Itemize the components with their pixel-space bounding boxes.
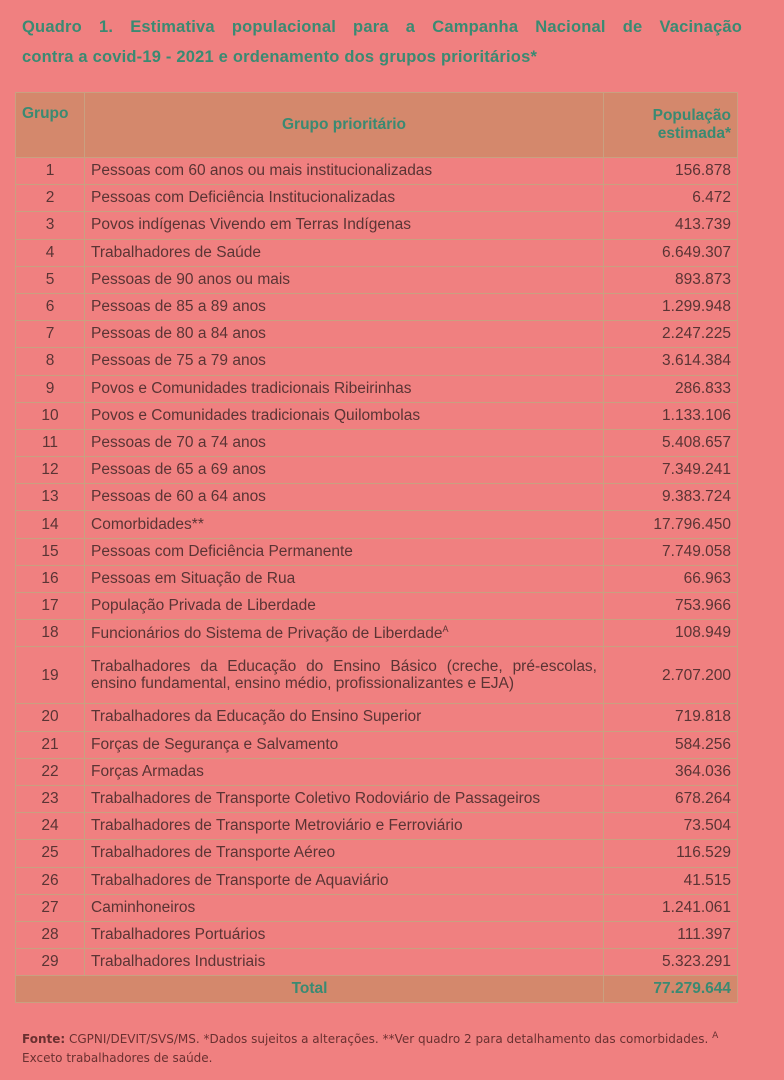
table-row bbox=[16, 212, 738, 239]
table-body bbox=[16, 158, 738, 976]
group-number: 14 bbox=[16, 511, 85, 538]
population-value: 7.749.058 bbox=[604, 538, 738, 565]
footnote-sup: A bbox=[712, 1031, 719, 1041]
group-label-cell bbox=[85, 785, 604, 812]
group-label-cell bbox=[85, 185, 604, 212]
priority-groups-table bbox=[15, 92, 738, 1003]
group-label-cell bbox=[85, 158, 604, 185]
table-row bbox=[16, 758, 738, 785]
footnote bbox=[22, 1027, 742, 1068]
group-label-cell bbox=[85, 813, 604, 840]
group-label-cell bbox=[85, 484, 604, 511]
group-number: 7 bbox=[16, 321, 85, 348]
group-number: 23 bbox=[16, 785, 85, 812]
population-value: 719.818 bbox=[604, 704, 738, 731]
footnote-tail: Exceto trabalhadores de saúde. bbox=[22, 1051, 213, 1065]
group-number: 19 bbox=[16, 647, 85, 704]
group-number: 26 bbox=[16, 867, 85, 894]
table-row bbox=[16, 704, 738, 731]
group-label: Trabalhadores de Transporte Aéreo bbox=[91, 844, 336, 862]
population-value: 73.504 bbox=[604, 813, 738, 840]
table-row bbox=[16, 565, 738, 592]
header-group: Grupo bbox=[16, 93, 85, 158]
population-value: 156.878 bbox=[604, 158, 738, 185]
table-row bbox=[16, 620, 738, 647]
total-label: Total bbox=[16, 976, 604, 1003]
group-number: 24 bbox=[16, 813, 85, 840]
population-value: 116.529 bbox=[604, 840, 738, 867]
group-label-cell bbox=[85, 921, 604, 948]
group-label-cell bbox=[85, 620, 604, 647]
group-label-cell bbox=[85, 348, 604, 375]
group-number: 17 bbox=[16, 593, 85, 620]
table-row bbox=[16, 321, 738, 348]
group-label-cell bbox=[85, 731, 604, 758]
table-row bbox=[16, 429, 738, 456]
group-label-cell bbox=[85, 538, 604, 565]
table-row bbox=[16, 239, 738, 266]
group-label-cell bbox=[85, 593, 604, 620]
group-label: Povos e Comunidades tradicionais Quilombolas bbox=[91, 406, 421, 424]
table-row bbox=[16, 785, 738, 812]
group-label-cell bbox=[85, 511, 604, 538]
population-value: 753.966 bbox=[604, 593, 738, 620]
table-row bbox=[16, 813, 738, 840]
population-value: 9.383.724 bbox=[604, 484, 738, 511]
table-row bbox=[16, 840, 738, 867]
group-label: Pessoas de 60 a 64 anos bbox=[91, 488, 266, 506]
group-label: Pessoas de 90 anos ou mais bbox=[91, 270, 291, 288]
group-label: Trabalhadores de Transporte Metroviário e Ferroviário bbox=[91, 817, 463, 835]
group-label-cell bbox=[85, 375, 604, 402]
group-number: 13 bbox=[16, 484, 85, 511]
caption-line-2: contra a covid-19 - 2021 e ordenamento dos grupos prioritários* bbox=[22, 48, 538, 66]
population-value: 108.949 bbox=[604, 620, 738, 647]
table-row bbox=[16, 375, 738, 402]
total-value: 77.279.644 bbox=[604, 976, 738, 1003]
population-value: 1.133.106 bbox=[604, 402, 738, 429]
footnote-source-label: Fonte: bbox=[22, 1032, 66, 1046]
table-row bbox=[16, 402, 738, 429]
group-number: 15 bbox=[16, 538, 85, 565]
population-value: 1.241.061 bbox=[604, 894, 738, 921]
population-value: 5.323.291 bbox=[604, 949, 738, 976]
group-label: Pessoas de 70 a 74 anos bbox=[91, 433, 266, 451]
group-label-cell bbox=[85, 429, 604, 456]
group-label-cell bbox=[85, 212, 604, 239]
table-row bbox=[16, 457, 738, 484]
table-row bbox=[16, 511, 738, 538]
population-value: 66.963 bbox=[604, 565, 738, 592]
group-label-cell bbox=[85, 894, 604, 921]
group-number: 3 bbox=[16, 212, 85, 239]
group-label-cell bbox=[85, 293, 604, 320]
header-population-line1: População bbox=[652, 107, 731, 124]
group-number: 20 bbox=[16, 704, 85, 731]
group-label: Pessoas com Deficiência Permanente bbox=[91, 542, 353, 560]
group-label: Trabalhadores Industriais bbox=[91, 953, 266, 971]
group-number: 25 bbox=[16, 840, 85, 867]
table-row bbox=[16, 158, 738, 185]
population-value: 2.707.200 bbox=[604, 647, 738, 704]
group-number: 22 bbox=[16, 758, 85, 785]
group-label: Pessoas de 65 a 69 anos bbox=[91, 461, 266, 479]
table-row bbox=[16, 293, 738, 320]
group-label: Povos e Comunidades tradicionais Ribeirinhas bbox=[91, 379, 412, 397]
group-label-cell bbox=[85, 239, 604, 266]
population-value: 6.472 bbox=[604, 185, 738, 212]
table-header-row bbox=[16, 93, 738, 158]
group-label: Pessoas de 80 a 84 anos bbox=[91, 325, 266, 343]
table-row bbox=[16, 185, 738, 212]
group-label: Pessoas de 85 a 89 anos bbox=[91, 298, 266, 316]
group-number: 10 bbox=[16, 402, 85, 429]
group-number: 2 bbox=[16, 185, 85, 212]
table-row bbox=[16, 949, 738, 976]
group-number: 8 bbox=[16, 348, 85, 375]
group-label: Pessoas em Situação de Rua bbox=[91, 569, 296, 587]
group-label: Pessoas com Deficiência Institucionalizadas bbox=[91, 189, 396, 207]
population-value: 2.247.225 bbox=[604, 321, 738, 348]
population-value: 41.515 bbox=[604, 867, 738, 894]
population-value: 3.614.384 bbox=[604, 348, 738, 375]
group-label-cell bbox=[85, 321, 604, 348]
table-row bbox=[16, 538, 738, 565]
group-label: Povos indígenas Vivendo em Terras Indígenas bbox=[91, 216, 411, 234]
table-row bbox=[16, 867, 738, 894]
group-number: 5 bbox=[16, 266, 85, 293]
group-label: Caminhoneiros bbox=[91, 898, 196, 916]
table-caption bbox=[22, 12, 742, 72]
group-label: Forças de Segurança e Salvamento bbox=[91, 735, 339, 753]
group-label: Funcionários do Sistema de Privação de Liberdade bbox=[91, 624, 443, 642]
population-value: 364.036 bbox=[604, 758, 738, 785]
population-value: 584.256 bbox=[604, 731, 738, 758]
group-number: 1 bbox=[16, 158, 85, 185]
population-value: 1.299.948 bbox=[604, 293, 738, 320]
population-value: 17.796.450 bbox=[604, 511, 738, 538]
group-label: Pessoas com 60 anos ou mais institucionalizadas bbox=[91, 162, 433, 180]
group-label-cell bbox=[85, 867, 604, 894]
group-number: 4 bbox=[16, 239, 85, 266]
group-label: População Privada de Liberdade bbox=[91, 597, 316, 615]
table-row bbox=[16, 894, 738, 921]
group-label: Trabalhadores da Educação do Ensino Superior bbox=[91, 708, 422, 726]
group-number: 27 bbox=[16, 894, 85, 921]
group-label: Trabalhadores de Transporte Coletivo Rodoviário de Passageiros bbox=[91, 790, 541, 808]
group-label: Forças Armadas bbox=[91, 762, 204, 780]
table-row bbox=[16, 731, 738, 758]
group-number: 12 bbox=[16, 457, 85, 484]
group-label-cell bbox=[85, 840, 604, 867]
population-value: 413.739 bbox=[604, 212, 738, 239]
group-label-sup: A bbox=[442, 623, 449, 634]
group-number: 11 bbox=[16, 429, 85, 456]
group-label: Trabalhadores de Saúde bbox=[91, 243, 262, 261]
group-number: 21 bbox=[16, 731, 85, 758]
table-row bbox=[16, 266, 738, 293]
group-label-cell bbox=[85, 758, 604, 785]
table-row bbox=[16, 647, 738, 704]
population-value: 7.349.241 bbox=[604, 457, 738, 484]
header-population bbox=[604, 93, 738, 158]
group-label-cell bbox=[85, 704, 604, 731]
population-value: 6.649.307 bbox=[604, 239, 738, 266]
table-row bbox=[16, 348, 738, 375]
group-label: Trabalhadores Portuários bbox=[91, 925, 266, 943]
group-number: 9 bbox=[16, 375, 85, 402]
group-label: Trabalhadores da Educação do Ensino Básico (creche, pré-escolas, ensino fundamental, ensino médio, profissionalizantes e EJA) bbox=[91, 658, 597, 693]
group-label-cell bbox=[85, 565, 604, 592]
group-number: 29 bbox=[16, 949, 85, 976]
group-label: Pessoas de 75 a 79 anos bbox=[91, 352, 266, 370]
header-population-line2: estimada* bbox=[657, 125, 731, 142]
population-value: 286.833 bbox=[604, 375, 738, 402]
caption-line-1: Quadro 1. Estimativa populacional para a Campanha Nacional de Vacinação bbox=[22, 18, 742, 36]
group-label-cell bbox=[85, 402, 604, 429]
group-number: 6 bbox=[16, 293, 85, 320]
group-label-cell bbox=[85, 266, 604, 293]
population-value: 111.397 bbox=[604, 921, 738, 948]
group-number: 28 bbox=[16, 921, 85, 948]
population-value: 5.408.657 bbox=[604, 429, 738, 456]
group-label-cell bbox=[85, 457, 604, 484]
group-label-cell bbox=[85, 647, 604, 704]
population-value: 678.264 bbox=[604, 785, 738, 812]
table-row bbox=[16, 484, 738, 511]
group-label: Comorbidades** bbox=[91, 515, 204, 533]
table-row bbox=[16, 593, 738, 620]
group-label-cell bbox=[85, 949, 604, 976]
group-label: Trabalhadores de Transporte de Aquaviário bbox=[91, 871, 389, 889]
total-row bbox=[16, 976, 738, 1003]
group-number: 18 bbox=[16, 620, 85, 647]
group-number: 16 bbox=[16, 565, 85, 592]
header-priority-group: Grupo prioritário bbox=[85, 93, 604, 158]
population-value: 893.873 bbox=[604, 266, 738, 293]
footnote-text: CGPNI/DEVIT/SVS/MS. *Dados sujeitos a alterações. **Ver quadro 2 para detalhamento das comorbidades. bbox=[65, 1032, 713, 1046]
table-row bbox=[16, 921, 738, 948]
